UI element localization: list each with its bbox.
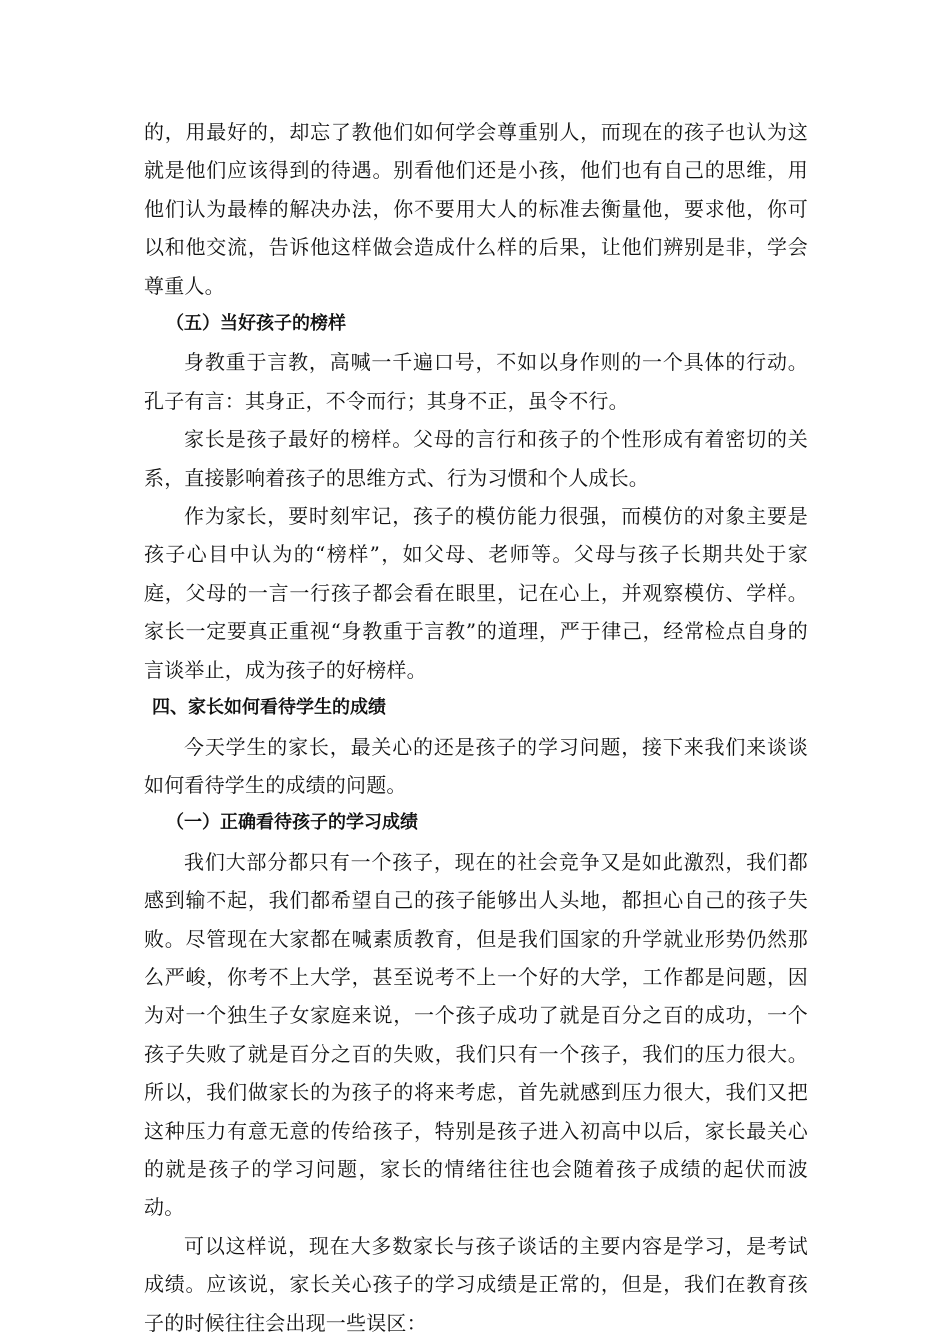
subheading-correct-view-grades: （一）正确看待孩子的学习成绩 xyxy=(166,812,418,834)
paragraph-lead-by-example: 身教重于言教，高喊一千遍口号，不如以身作则的一个具体的行动。孔子有言：其身正，不令而行；其身不正，虽令不行。 xyxy=(144,350,808,413)
paragraph-imitation: 作为家长，要时刻牢记，孩子的模仿能力很强，而模仿的对象主要是孩子心目中认为的“榜样”，如父母、老师等。父母与孩子长期共处于家庭，父母的一言一行孩子都会看在眼里，记在心上，并观察模仿、学样。家长一定要真正重视“身教重于言教”的道理，严于律己，经常检点自身的言谈举止，成为孩子的好榜样。 xyxy=(144,504,808,682)
document-body xyxy=(144,113,808,1342)
paragraph-pressure: 我们大部分都只有一个孩子，现在的社会竞争又是如此激烈，我们都感到输不起，我们都希望自己的孩子能够出人头地，都担心自己的孩子失败。尽管现在大家都在喊素质教育，但是我们国家的升学就业形势仍然那么严峻，你考不上大学，甚至说考不上一个好的大学，工作都是问题，因为对一个独生子女家庭来说，一个孩子成功了就是百分之百的成功，一个孩子失败了就是百分之百的失败，我们只有一个孩子，我们的压力很大。所以，我们做家长的为孩子的将来考虑，首先就感到压力很大，我们又把这种压力有意无意的传给孩子，特别是孩子进入初高中以后，家长最关心的就是孩子的学习问题，家长的情绪往往也会随着孩子成绩的起伏而波动。 xyxy=(144,849,808,1220)
paragraph-learning-concern: 今天学生的家长，最关心的还是孩子的学习问题，接下来我们来谈谈如何看待学生的成绩的问题。 xyxy=(144,734,808,797)
paragraph-misconceptions: 可以这样说，现在大多数家长与孩子谈话的主要内容是学习，是考试成绩。应该说，家长关心孩子的学习成绩是正常的，但是，我们在教育孩子的时候往往会出现一些误区： xyxy=(144,1233,808,1335)
heading-view-grades: 四、家长如何看待学生的成绩 xyxy=(152,697,386,719)
subheading-be-role-model: （五）当好孩子的榜样 xyxy=(166,313,346,335)
paragraph-respect-continued: 的，用最好的，却忘了教他们如何学会尊重别人，而现在的孩子也认为这就是他们应该得到的待遇。别看他们还是小孩，他们也有自己的思维，用他们认为最棒的解决办法，你不要用大人的标准去衡量他，要求他，你可以和他交流，告诉他这样做会造成什么样的后果，让他们辨别是非，学会尊重人。 xyxy=(144,120,808,298)
paragraph-parents-best-model: 家长是孩子最好的榜样。父母的言行和孩子的个性形成有着密切的关系，直接影响着孩子的思维方式、行为习惯和个人成长。 xyxy=(144,427,808,490)
